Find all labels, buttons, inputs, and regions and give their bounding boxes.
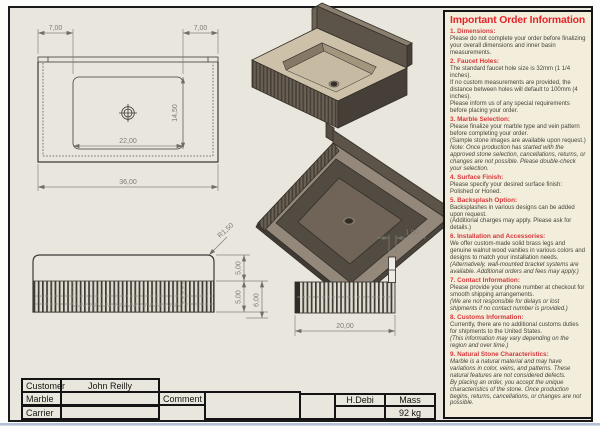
title-block-empty-cell	[299, 393, 336, 420]
dim-basin-depth: 14,50	[172, 104, 179, 122]
info-sections	[450, 28, 586, 407]
dim-front-overall: 6,00	[253, 293, 261, 307]
comment-value	[204, 391, 301, 420]
dim-basin-width: 22,00	[119, 138, 137, 145]
section-paragraph: Please specify your desired surface finish: Polished or Honed.	[450, 181, 563, 195]
dim-corner-radius: R1,50	[216, 222, 236, 240]
mass-value: 92 kg	[384, 405, 436, 420]
section-paragraph: (Sample stone images are available upon request.)	[450, 137, 586, 144]
section-heading: 7. Contact Information:	[450, 277, 520, 285]
customer-label: Customer	[21, 378, 62, 393]
section-paragraph: By placing an order, you accept the unique characteristics of the stone. Once production begins, returns, cancellations, or changes are not possible.	[450, 379, 582, 407]
section-heading: 4. Surface Finish:	[450, 173, 504, 181]
section-paragraph: Please provide your phone number at checkout for smooth shipping arrangements.	[450, 285, 585, 299]
section-heading: 6. Installation and Accessories:	[450, 233, 546, 241]
dim-offset-right: 7,00	[193, 25, 208, 32]
section-heading: 1. Dimensions:	[450, 28, 496, 36]
section-heading: 8. Customs Information:	[450, 313, 524, 321]
dim-side-width: 20,00	[336, 323, 354, 330]
comment-label: Comment	[158, 391, 206, 406]
section-paragraph: (This information may vary depending on the region and over time.)	[450, 335, 569, 349]
dim-front-lower: 5,00	[235, 290, 243, 304]
section-paragraph: Backsplashes in various designs can be added upon request.	[450, 204, 575, 218]
section-heading: 5. Backsplash Option:	[450, 196, 518, 204]
section-paragraph: Marble is a natural material and may have variations in color, veins, and patterns. These natural features are not considered defects.	[450, 358, 571, 379]
section-paragraph: Please inform us of any special requirements before placing your order.	[450, 101, 570, 115]
section-paragraph: Please do not complete your order before finalizing your overall dimensions and inner basin measurements.	[450, 36, 586, 57]
section-heading: 2. Faucet Holes:	[450, 58, 500, 66]
section-paragraph: The standard faucet hole size is 32mm (1 1/4 inches).	[450, 66, 571, 80]
section-paragraph: (Alternatively, wall-mounted bracket systems are available. Additional orders and fees may apply.)	[450, 262, 579, 276]
order-info-title: Important Order Information	[450, 15, 586, 26]
marble-value	[60, 391, 160, 406]
approver-name: H.Debi	[334, 393, 386, 407]
mass-label: Mass	[384, 393, 436, 407]
section-paragraph: (Additional charges may apply. Please ask for details.)	[450, 218, 572, 232]
customer-value: John Reilly	[60, 378, 160, 393]
section-paragraph: Note: Once production has started with the approved stone selection, cancellations, returns, or changes are not possible. Please double-check your selection.	[450, 144, 586, 172]
section-heading: 9. Natural Stone Characteristics:	[450, 350, 549, 358]
marble-label: Marble	[21, 391, 62, 406]
section-heading: 3. Marble Selection:	[450, 115, 511, 123]
section-paragraph: Currently, there are no additional customs duties for shipments to the United States.	[450, 321, 579, 335]
order-info-panel	[443, 10, 593, 419]
dim-overall-width: 36,00	[119, 179, 137, 186]
dim-splash-thickness: 1,00	[405, 229, 419, 237]
section-paragraph: We offer custom-made solid brass legs and genuine walnut wood vanities in various colors and designs to match your installation needs.	[450, 241, 586, 262]
carrier-label: Carrier	[21, 405, 62, 420]
dim-front-upper: 5,00	[235, 261, 243, 275]
section-paragraph: If no custom measurements are provided, the distance between holes will default to 100mm (4 inches).	[450, 80, 578, 101]
section-paragraph: Please finalize your marble type and vein pattern before completing your order.	[450, 123, 580, 137]
dim-offset-left: 7,00	[48, 25, 63, 32]
carrier-value	[60, 405, 160, 420]
section-paragraph: (We are not responsible for delays or lost shipments if no contact number is provided.)	[450, 299, 568, 312]
approver-empty-cell	[334, 405, 386, 420]
